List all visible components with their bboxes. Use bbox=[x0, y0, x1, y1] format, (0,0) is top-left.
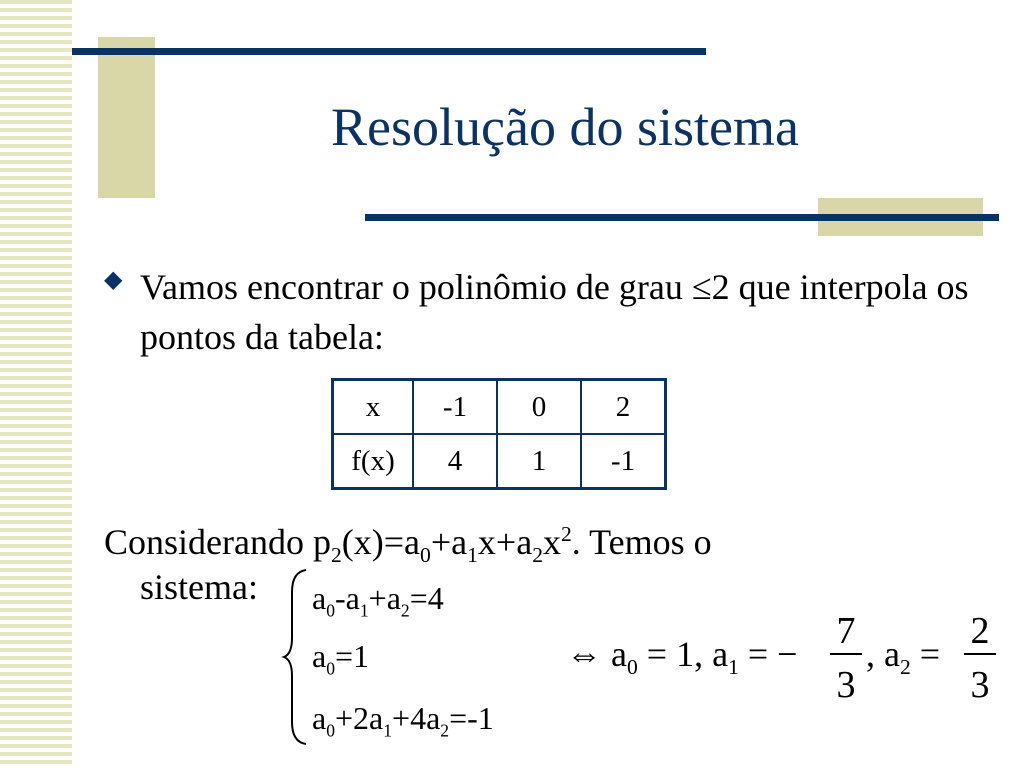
diamond-bullet-icon: ◆ bbox=[104, 267, 123, 293]
subscript: 1 bbox=[467, 543, 478, 568]
equation-part: x bbox=[542, 522, 561, 562]
equation-part: =4 bbox=[409, 580, 444, 616]
subscript: 2 bbox=[330, 543, 342, 568]
fraction-bar-a2 bbox=[964, 653, 996, 655]
equivalence-symbol: ⇔ bbox=[566, 634, 602, 674]
title-top-rule bbox=[72, 48, 706, 55]
table-cell: -1 bbox=[413, 380, 497, 435]
equation-part: +4a bbox=[392, 700, 441, 736]
equation-part: a bbox=[611, 634, 627, 674]
sistema-label: sistema: bbox=[140, 567, 258, 607]
considering-suffix: . Temos o bbox=[571, 522, 712, 562]
table-row bbox=[333, 434, 666, 489]
table-cell: f(x) bbox=[333, 434, 414, 489]
equation-part: =-1 bbox=[449, 700, 494, 736]
equation-part: =1 bbox=[335, 638, 370, 674]
equation-part: -a bbox=[335, 580, 360, 616]
considering-text: Considerando p bbox=[104, 522, 331, 562]
table-cell: 2 bbox=[581, 380, 666, 435]
equation-part: a bbox=[312, 580, 327, 616]
subscript: 0 bbox=[326, 720, 335, 741]
bullet-text: Vamos encontrar o polinômio de grau ≤2 que interpola os pontos da tabela: bbox=[140, 267, 969, 357]
subscript: 0 bbox=[326, 600, 335, 621]
table-cell: 1 bbox=[497, 434, 581, 489]
system-brace bbox=[280, 568, 310, 746]
system-equation-2 bbox=[312, 636, 369, 688]
slide-title: Resolução do sistema bbox=[331, 97, 799, 157]
fraction-denominator-a1: 3 bbox=[836, 664, 856, 706]
table-cell: 0 bbox=[497, 380, 581, 435]
superscript: 2 bbox=[560, 522, 572, 546]
equation-part: , bbox=[866, 634, 875, 674]
equation-part: a bbox=[884, 634, 900, 674]
subscript: 1 bbox=[728, 655, 739, 680]
table-row bbox=[333, 380, 666, 435]
subscript: 0 bbox=[420, 543, 431, 568]
subscript: 2 bbox=[532, 543, 543, 568]
equation-part: (x)=a bbox=[341, 522, 421, 562]
subscript: 1 bbox=[383, 720, 393, 741]
equation-part: +2a bbox=[335, 700, 384, 736]
equation-part: a bbox=[312, 638, 327, 674]
table-cell: -1 bbox=[581, 434, 666, 489]
equation-part: +a bbox=[430, 522, 468, 562]
equation-part: +a bbox=[368, 580, 401, 616]
equation-part: = bbox=[919, 634, 941, 674]
subscript: 0 bbox=[326, 658, 335, 679]
system-equation-1 bbox=[312, 578, 444, 630]
fraction-denominator-a2: 3 bbox=[970, 664, 990, 706]
equation-part: = 1, bbox=[646, 634, 704, 674]
subscript: 2 bbox=[899, 655, 911, 680]
equation-part: = − bbox=[747, 634, 798, 674]
fraction-numerator-a1: 7 bbox=[836, 610, 856, 652]
table-cell: x bbox=[333, 380, 414, 435]
fraction-numerator-a2: 2 bbox=[970, 610, 990, 652]
subscript: 0 bbox=[626, 655, 638, 680]
equation-part: x+a bbox=[477, 522, 533, 562]
subscript: 1 bbox=[359, 600, 369, 621]
subscript: 2 bbox=[400, 600, 410, 621]
solution-equation bbox=[566, 632, 797, 689]
system-equation-3 bbox=[312, 698, 494, 750]
values-table bbox=[331, 378, 667, 490]
title-bottom-rule bbox=[365, 214, 999, 221]
table-cell: 4 bbox=[413, 434, 497, 489]
equation-part: a bbox=[712, 634, 729, 674]
solution-a2-label bbox=[866, 632, 940, 689]
equation-part: a bbox=[312, 700, 327, 736]
subscript: 2 bbox=[440, 720, 450, 741]
fraction-bar-a1 bbox=[830, 653, 862, 655]
